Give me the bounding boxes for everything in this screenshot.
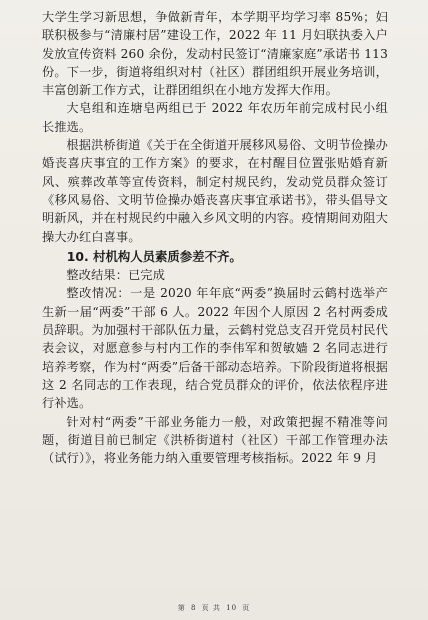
body-text-lower [42, 266, 388, 467]
paragraph: 大皂组和连塘皂两组已于 2022 年农历年前完成村民小组长推选。 [42, 101, 388, 134]
paragraph: 整改情况：一是 2020 年年底“两委”换届时云鹤村选举产生新一届“两委”干部 6 人。2022 年因个人原因 2 名村两委成员辞职。为加强村干部队伍力量，云鹤村党总支召开党员村民代表会议，对愿意参与村内工作的李伟军和贺敏嫱 2 名同志进行培养考察，作为村“两委”后备干部动态培养。下阶段街道将根据这 2 名同志的工作表现，结合党员群众的评价，依法依程序进行补选。 [42, 286, 388, 411]
paragraph: 针对村“两委”干部业务能力一般，对政策把握不精准等问题，街道目前已制定《洪桥街道村（社区）干部工作管理办法（试行）》，将业务能力纳入重要管理考核指标。2022 年 9 月 [42, 414, 388, 466]
footer-prefix: 第 [177, 604, 186, 612]
section-heading: 10. 村机构人员素质参差不齐。 [66, 248, 242, 264]
footer-suffix: 页 [242, 604, 251, 612]
footer-middle: 页 共 [201, 604, 221, 612]
paragraph: 根据洪桥街道《关于在全街道开展移风易俗、文明节俭操办婚丧喜庆事宜的工作方案》的要求，在村醒目位置张贴婚育新风、殡葬改革等宣传资料，制定村规民约，发动党员群众签订《移风易俗、文明节俭操办婚丧喜庆事宜承诺书》，带头倡导文明新风，并在村规民约中融入乡风文明的内容。疫情期间劝阻大操大办红白喜事。 [42, 138, 388, 244]
footer-total-pages: 10 [226, 604, 238, 612]
body-text-upper [42, 8, 388, 246]
page-footer [0, 603, 428, 613]
footer-page-number: 8 [190, 604, 197, 612]
paragraph: 大学生学习新思想，争做新青年，本学期平均学习率 85%；妇联积极参与“清廉村居”建设工作，2022 年 11 月妇联执委入户发放宣传资料 260 余份，发动村民签订“清廉家庭”承诺书 113 份。下一步，街道将组织对村（社区）群团组织开展业务培训，丰富创新工作方式，让群团组织在小地方发挥大作用。 [42, 10, 388, 98]
paragraph: 整改结果：已完成 [66, 268, 166, 283]
